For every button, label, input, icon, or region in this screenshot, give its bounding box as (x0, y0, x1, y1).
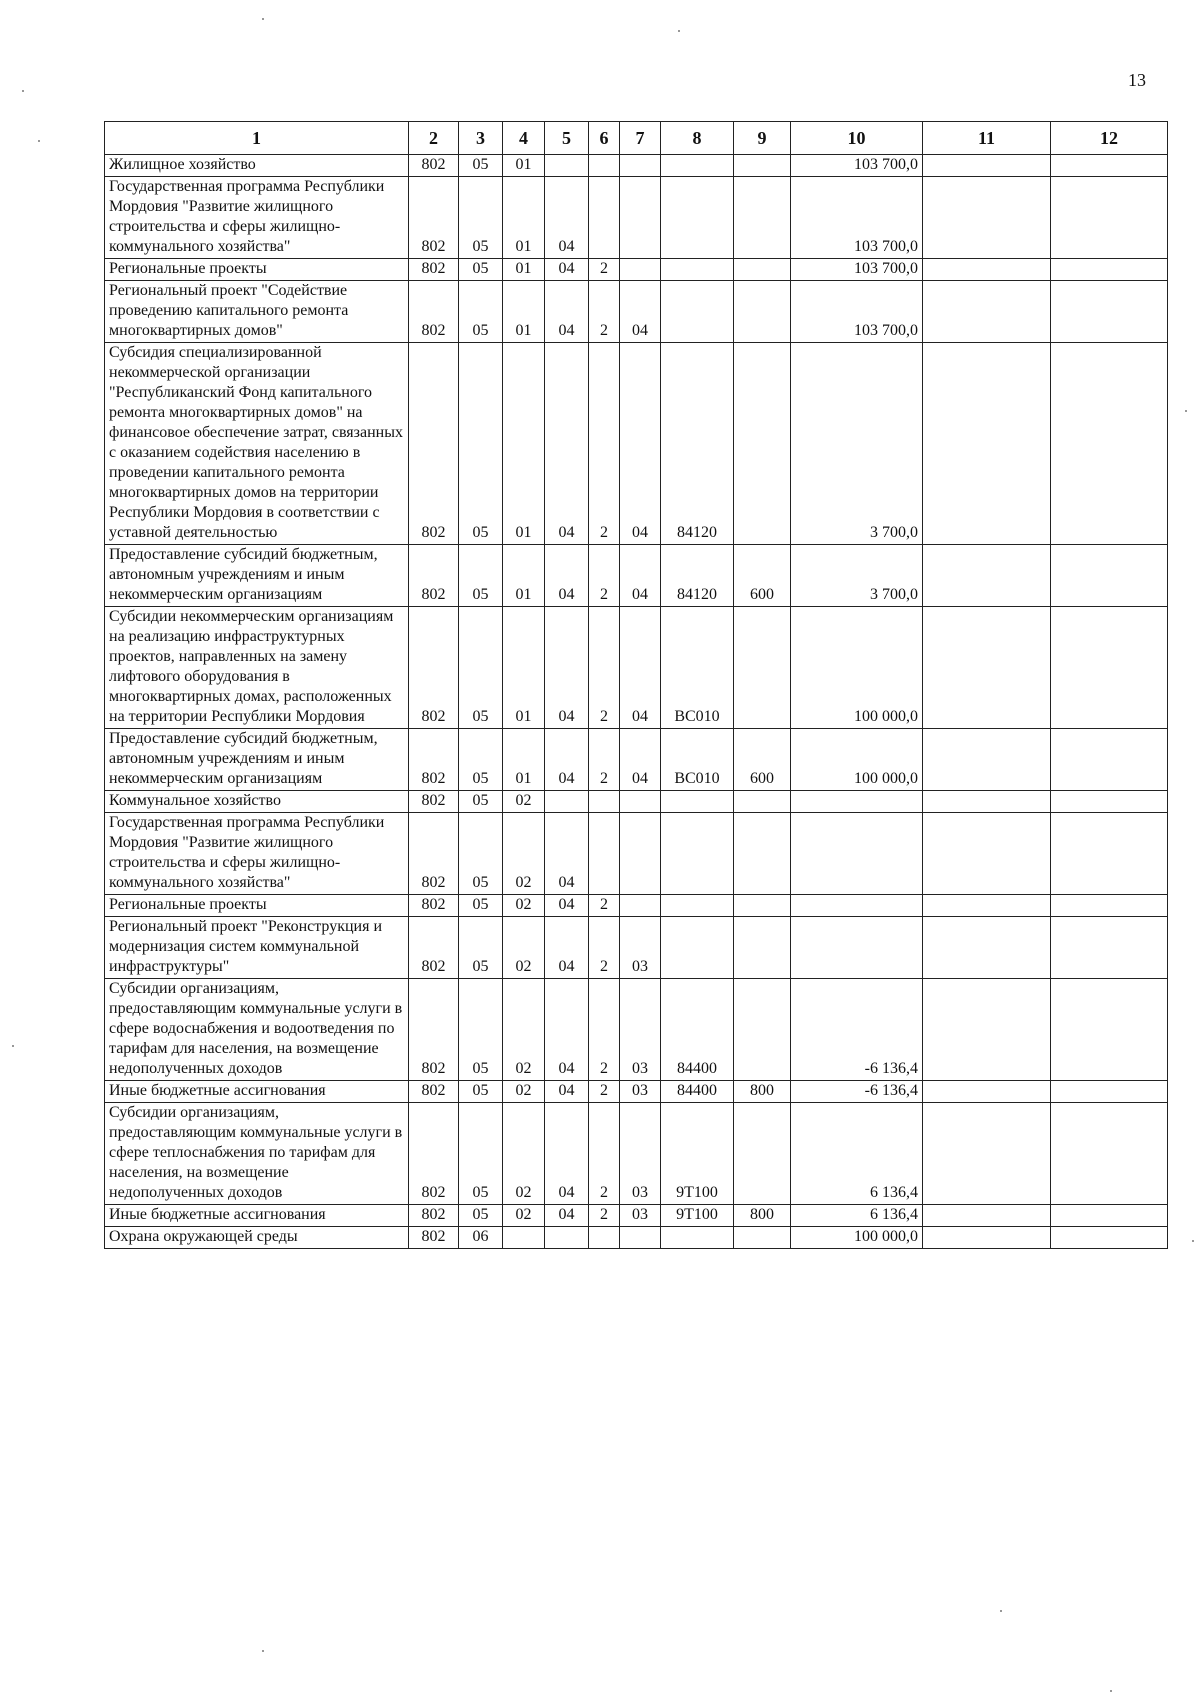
col12-cell (1051, 259, 1168, 281)
col8-cell: 84120 (661, 545, 734, 607)
col4-cell: 02 (503, 813, 545, 895)
row-name-cell: Иные бюджетные ассигнования (105, 1081, 409, 1103)
amount-cell: -6 136,4 (791, 1081, 923, 1103)
col11-cell (923, 259, 1051, 281)
col3-cell: 05 (459, 1081, 503, 1103)
col3-cell: 05 (459, 917, 503, 979)
col6-cell: 2 (589, 979, 620, 1081)
row-name-cell: Региональный проект "Реконструкция и модернизация систем коммунальной инфраструктуры" (105, 917, 409, 979)
col8-cell: ВС010 (661, 729, 734, 791)
col7-cell: 04 (620, 281, 661, 343)
table-row (105, 343, 1168, 545)
header-cell: 9 (734, 122, 791, 155)
col2-cell: 802 (409, 1205, 459, 1227)
row-name-cell: Государственная программа Республики Мордовия "Развитие жилищного строительства и сферы жилищно-коммунального хозяйства" (105, 177, 409, 259)
col12-cell (1051, 1205, 1168, 1227)
scan-speck (1000, 1610, 1002, 1612)
col2-cell: 802 (409, 729, 459, 791)
col5-cell (545, 1227, 589, 1249)
col3-cell: 06 (459, 1227, 503, 1249)
col5-cell: 04 (545, 1103, 589, 1205)
col7-cell: 04 (620, 729, 661, 791)
col7-cell: 03 (620, 979, 661, 1081)
col6-cell: 2 (589, 729, 620, 791)
amount-cell: 100 000,0 (791, 607, 923, 729)
col11-cell (923, 979, 1051, 1081)
col6-cell: 2 (589, 607, 620, 729)
table-row (105, 917, 1168, 979)
col7-cell: 04 (620, 607, 661, 729)
col2-cell: 802 (409, 177, 459, 259)
col12-cell (1051, 813, 1168, 895)
row-name-cell: Региональные проекты (105, 259, 409, 281)
col7-cell: 04 (620, 545, 661, 607)
col6-cell: 2 (589, 281, 620, 343)
col9-cell: 800 (734, 1081, 791, 1103)
col6-cell: 2 (589, 545, 620, 607)
col2-cell: 802 (409, 895, 459, 917)
col5-cell (545, 791, 589, 813)
col5-cell: 04 (545, 545, 589, 607)
col4-cell: 01 (503, 607, 545, 729)
scan-speck (262, 18, 264, 20)
col5-cell: 04 (545, 1081, 589, 1103)
header-cell: 2 (409, 122, 459, 155)
amount-cell (791, 813, 923, 895)
col4-cell: 02 (503, 979, 545, 1081)
col9-cell: 600 (734, 729, 791, 791)
col3-cell: 05 (459, 155, 503, 177)
col6-cell (589, 155, 620, 177)
table-row (105, 1227, 1168, 1249)
col7-cell (620, 259, 661, 281)
col7-cell (620, 813, 661, 895)
header-cell: 4 (503, 122, 545, 155)
col12-cell (1051, 729, 1168, 791)
amount-cell (791, 895, 923, 917)
col9-cell (734, 155, 791, 177)
table-row (105, 813, 1168, 895)
col2-cell: 802 (409, 545, 459, 607)
col11-cell (923, 607, 1051, 729)
col4-cell: 01 (503, 281, 545, 343)
amount-cell: 6 136,4 (791, 1103, 923, 1205)
budget-table (104, 121, 1168, 1249)
col8-cell: ВС010 (661, 607, 734, 729)
header-cell: 10 (791, 122, 923, 155)
col8-cell (661, 155, 734, 177)
amount-cell: 103 700,0 (791, 155, 923, 177)
scan-speck (38, 140, 40, 142)
col5-cell: 04 (545, 979, 589, 1081)
col12-cell (1051, 1227, 1168, 1249)
col5-cell: 04 (545, 917, 589, 979)
col5-cell: 04 (545, 177, 589, 259)
col11-cell (923, 895, 1051, 917)
col7-cell: 04 (620, 343, 661, 545)
col8-cell: 84400 (661, 979, 734, 1081)
col11-cell (923, 343, 1051, 545)
row-name-cell: Субсидии организациям, предоставляющим коммунальные услуги в сфере водоснабжения и водоотведения по тарифам для населения, на возмещение недополученных доходов (105, 979, 409, 1081)
col12-cell (1051, 895, 1168, 917)
header-cell: 1 (105, 122, 409, 155)
col5-cell: 04 (545, 281, 589, 343)
table-row (105, 791, 1168, 813)
amount-cell: -6 136,4 (791, 979, 923, 1081)
col6-cell: 2 (589, 1103, 620, 1205)
row-name-cell: Субсидии некоммерческим организациям на реализацию инфраструктурных проектов, направленных на замену лифтового оборудования в многоквартирных домах, расположенных на территории Республики Мордовия (105, 607, 409, 729)
col4-cell: 02 (503, 917, 545, 979)
col4-cell (503, 1227, 545, 1249)
col12-cell (1051, 545, 1168, 607)
col6-cell (589, 813, 620, 895)
col11-cell (923, 917, 1051, 979)
col3-cell: 05 (459, 177, 503, 259)
col3-cell: 05 (459, 979, 503, 1081)
col12-cell (1051, 1081, 1168, 1103)
col12-cell (1051, 343, 1168, 545)
header-cell: 8 (661, 122, 734, 155)
col11-cell (923, 1081, 1051, 1103)
col9-cell (734, 281, 791, 343)
col4-cell: 02 (503, 791, 545, 813)
col11-cell (923, 177, 1051, 259)
col9-cell (734, 917, 791, 979)
amount-cell: 100 000,0 (791, 1227, 923, 1249)
col8-cell: 84120 (661, 343, 734, 545)
col5-cell: 04 (545, 259, 589, 281)
col2-cell: 802 (409, 343, 459, 545)
col3-cell: 05 (459, 729, 503, 791)
row-name-cell: Предоставление субсидий бюджетным, автономным учреждениям и иным некоммерческим организациям (105, 729, 409, 791)
table-body (105, 155, 1168, 1249)
col7-cell: 03 (620, 1081, 661, 1103)
header-cell: 11 (923, 122, 1051, 155)
col6-cell (589, 791, 620, 813)
col12-cell (1051, 791, 1168, 813)
col4-cell: 01 (503, 343, 545, 545)
table-row (105, 155, 1168, 177)
col6-cell: 2 (589, 343, 620, 545)
table-row (105, 895, 1168, 917)
col4-cell: 01 (503, 545, 545, 607)
scan-speck (1192, 1240, 1194, 1242)
col6-cell (589, 177, 620, 259)
col8-cell (661, 917, 734, 979)
table-row (105, 1103, 1168, 1205)
header-row (105, 122, 1168, 155)
table-row (105, 259, 1168, 281)
col9-cell (734, 343, 791, 545)
scan-speck (1185, 410, 1187, 412)
col6-cell (589, 1227, 620, 1249)
amount-cell: 103 700,0 (791, 259, 923, 281)
col2-cell: 802 (409, 259, 459, 281)
col11-cell (923, 729, 1051, 791)
col11-cell (923, 545, 1051, 607)
col4-cell: 02 (503, 1103, 545, 1205)
col2-cell: 802 (409, 917, 459, 979)
col4-cell: 01 (503, 155, 545, 177)
col11-cell (923, 281, 1051, 343)
col12-cell (1051, 1103, 1168, 1205)
col3-cell: 05 (459, 1103, 503, 1205)
amount-cell: 103 700,0 (791, 177, 923, 259)
col3-cell: 05 (459, 791, 503, 813)
col9-cell (734, 895, 791, 917)
table-row (105, 545, 1168, 607)
col3-cell: 05 (459, 1205, 503, 1227)
row-name-cell: Субсидии организациям, предоставляющим коммунальные услуги в сфере теплоснабжения по тарифам для населения, на возмещение недополученных доходов (105, 1103, 409, 1205)
col4-cell: 02 (503, 1205, 545, 1227)
col5-cell: 04 (545, 607, 589, 729)
row-name-cell: Региональный проект "Содействие проведению капитального ремонта многоквартирных домов" (105, 281, 409, 343)
col3-cell: 05 (459, 281, 503, 343)
header-cell: 6 (589, 122, 620, 155)
col3-cell: 05 (459, 895, 503, 917)
col11-cell (923, 1205, 1051, 1227)
amount-cell: 103 700,0 (791, 281, 923, 343)
col9-cell: 600 (734, 545, 791, 607)
col6-cell: 2 (589, 1081, 620, 1103)
amount-cell: 100 000,0 (791, 729, 923, 791)
col12-cell (1051, 917, 1168, 979)
col5-cell: 04 (545, 729, 589, 791)
scan-speck (1110, 1690, 1112, 1692)
page-number: 13 (1128, 70, 1146, 90)
col12-cell (1051, 607, 1168, 729)
col7-cell (620, 155, 661, 177)
col7-cell (620, 1227, 661, 1249)
col2-cell: 802 (409, 813, 459, 895)
table-row (105, 979, 1168, 1081)
col8-cell: 84400 (661, 1081, 734, 1103)
col6-cell: 2 (589, 1205, 620, 1227)
row-name-cell: Жилищное хозяйство (105, 155, 409, 177)
col5-cell: 04 (545, 895, 589, 917)
table-row (105, 177, 1168, 259)
col12-cell (1051, 281, 1168, 343)
table-row (105, 729, 1168, 791)
header-cell: 5 (545, 122, 589, 155)
col12-cell (1051, 979, 1168, 1081)
header-cell: 12 (1051, 122, 1168, 155)
col3-cell: 05 (459, 259, 503, 281)
scan-speck (12, 1045, 14, 1047)
scan-speck (678, 30, 680, 32)
col9-cell: 800 (734, 1205, 791, 1227)
col12-cell (1051, 177, 1168, 259)
amount-cell: 3 700,0 (791, 545, 923, 607)
col2-cell: 802 (409, 791, 459, 813)
col3-cell: 05 (459, 343, 503, 545)
scan-speck (22, 90, 24, 92)
row-name-cell: Иные бюджетные ассигнования (105, 1205, 409, 1227)
row-name-cell: Охрана окружающей среды (105, 1227, 409, 1249)
table-row (105, 607, 1168, 729)
row-name-cell: Государственная программа Республики Мордовия "Развитие жилищного строительства и сферы жилищно-коммунального хозяйства" (105, 813, 409, 895)
amount-cell (791, 791, 923, 813)
col4-cell: 02 (503, 1081, 545, 1103)
row-name-cell: Субсидия специализированной некоммерческой организации "Республиканский Фонд капитального ремонта многоквартирных домов" на финансовое обеспечение затрат, связанных с оказанием содействия населению в проведении капитального ремонта многоквартирных домов на территории Республики Мордовия в соответствии с уставной деятельностью (105, 343, 409, 545)
col9-cell (734, 813, 791, 895)
col7-cell: 03 (620, 1103, 661, 1205)
col2-cell: 802 (409, 155, 459, 177)
col5-cell: 04 (545, 343, 589, 545)
col12-cell (1051, 155, 1168, 177)
col3-cell: 05 (459, 607, 503, 729)
col7-cell (620, 791, 661, 813)
amount-cell (791, 917, 923, 979)
row-name-cell: Региональные проекты (105, 895, 409, 917)
col8-cell (661, 895, 734, 917)
amount-cell: 3 700,0 (791, 343, 923, 545)
col5-cell: 04 (545, 1205, 589, 1227)
col9-cell (734, 791, 791, 813)
col9-cell (734, 1227, 791, 1249)
col7-cell (620, 177, 661, 259)
col3-cell: 05 (459, 813, 503, 895)
col2-cell: 802 (409, 979, 459, 1081)
col8-cell: 9Т100 (661, 1205, 734, 1227)
col11-cell (923, 1227, 1051, 1249)
col4-cell: 01 (503, 729, 545, 791)
col2-cell: 802 (409, 607, 459, 729)
col7-cell (620, 895, 661, 917)
col11-cell (923, 813, 1051, 895)
col9-cell (734, 979, 791, 1081)
col5-cell (545, 155, 589, 177)
col11-cell (923, 791, 1051, 813)
col9-cell (734, 1103, 791, 1205)
header-cell: 7 (620, 122, 661, 155)
col2-cell: 802 (409, 1227, 459, 1249)
row-name-cell: Коммунальное хозяйство (105, 791, 409, 813)
row-name-cell: Предоставление субсидий бюджетным, автономным учреждениям и иным некоммерческим организациям (105, 545, 409, 607)
col3-cell: 05 (459, 545, 503, 607)
col6-cell: 2 (589, 895, 620, 917)
header-cell: 3 (459, 122, 503, 155)
col8-cell (661, 1227, 734, 1249)
col6-cell: 2 (589, 259, 620, 281)
table-row (105, 1081, 1168, 1103)
col9-cell (734, 259, 791, 281)
col8-cell: 9Т100 (661, 1103, 734, 1205)
col4-cell: 01 (503, 259, 545, 281)
col8-cell (661, 813, 734, 895)
col2-cell: 802 (409, 1103, 459, 1205)
col9-cell (734, 177, 791, 259)
col2-cell: 802 (409, 281, 459, 343)
col11-cell (923, 155, 1051, 177)
col7-cell: 03 (620, 1205, 661, 1227)
col4-cell: 02 (503, 895, 545, 917)
col2-cell: 802 (409, 1081, 459, 1103)
col8-cell (661, 177, 734, 259)
col8-cell (661, 281, 734, 343)
scan-speck (262, 1650, 264, 1652)
col7-cell: 03 (620, 917, 661, 979)
col9-cell (734, 607, 791, 729)
table-row (105, 1205, 1168, 1227)
col5-cell: 04 (545, 813, 589, 895)
table-row (105, 281, 1168, 343)
col8-cell (661, 791, 734, 813)
amount-cell: 6 136,4 (791, 1205, 923, 1227)
col6-cell: 2 (589, 917, 620, 979)
col11-cell (923, 1103, 1051, 1205)
col8-cell (661, 259, 734, 281)
col4-cell: 01 (503, 177, 545, 259)
